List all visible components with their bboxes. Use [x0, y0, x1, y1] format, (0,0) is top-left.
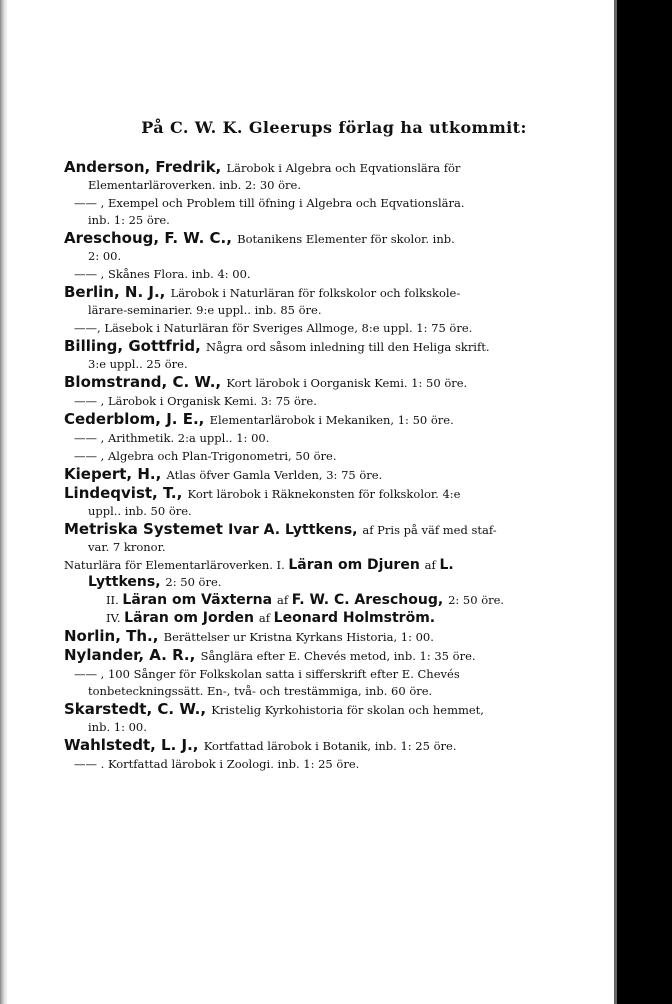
catalog-entry	[64, 230, 584, 265]
entry-text: Kortfattad lärobok i Botanik, inb. 1: 25 öre.	[203, 739, 457, 753]
entry-line	[64, 374, 584, 392]
entry-text: Kort lärobok i Oorganisk Kemi. 1: 50 öre.	[226, 376, 468, 390]
advertisement-page	[64, 118, 584, 774]
entry-continuation	[64, 248, 584, 265]
entry-line	[64, 592, 584, 609]
author-name: Skarstedt, C. W.,	[64, 700, 212, 718]
catalog-entry	[64, 647, 584, 665]
ditto-dash: —— ,	[74, 267, 108, 281]
entry-text: Kort lärobok i Räknekonsten för folkskolor. 4:e	[187, 487, 461, 501]
entry-continuation	[64, 356, 584, 373]
author-name: Metriska Systemet	[64, 520, 229, 538]
catalog-entry	[64, 284, 584, 319]
entry-text: Sånglära efter E. Chevés metod, inb. 1: 35 öre.	[200, 649, 476, 663]
author-name: Wahlstedt, L. J.,	[64, 736, 204, 754]
ditto-dash: —— ,	[74, 394, 108, 408]
author-bold: Leonard Holmström.	[273, 610, 436, 626]
entry-text: Algebra och Plan-Trigonometri, 50 öre.	[107, 449, 337, 463]
catalog-entry	[64, 756, 584, 773]
author-name: Norlin, Th.,	[64, 627, 164, 645]
page-left-edge	[0, 0, 8, 1004]
entry-continuation	[64, 503, 584, 520]
entry-line	[64, 737, 584, 755]
catalog-entry	[64, 610, 584, 627]
entry-continuation	[64, 212, 584, 229]
connector-word: af	[276, 593, 292, 607]
entry-continuation	[64, 574, 584, 591]
entry-line	[64, 320, 584, 337]
entry-text: Lärobok i Naturläran för folkskolor och folkskole-	[170, 286, 461, 300]
continuation-text: lärare-seminarier. 9:e uppl.. inb. 85 öre.	[88, 303, 322, 317]
continuation-text: 2: 50 öre.	[165, 575, 222, 589]
title-bold: Läran om Djuren	[288, 557, 425, 573]
entry-line	[64, 159, 584, 177]
connector-word: af	[258, 611, 274, 625]
entry-line	[64, 230, 584, 248]
entry-line	[64, 430, 584, 447]
catalog-entry	[64, 320, 584, 337]
entry-text: Arithmetik. 2:a uppl.. 1: 00.	[107, 431, 270, 445]
connector-word: af	[362, 523, 378, 537]
author-name: Billing, Gottfrid,	[64, 337, 207, 355]
entry-line	[64, 666, 584, 683]
entry-text: Berättelser ur Kristna Kyrkans Historia, 1: 00.	[163, 630, 434, 644]
author-name: Cederblom, J. E.,	[64, 410, 210, 428]
volume-number: II.	[106, 593, 123, 607]
entry-text: Lärobok i Algebra och Eqvationslära för	[226, 161, 461, 175]
entry-line	[64, 610, 584, 627]
continuation-text: uppl.. inb. 50 öre.	[88, 504, 192, 518]
entry-text: Kortfattad lärobok i Zoologi. inb. 1: 25 öre.	[107, 757, 360, 771]
entry-continuation	[64, 302, 584, 319]
page-heading: På C. W. K. Gleerups förlag ha utkommit:	[141, 118, 527, 137]
entry-text: Skånes Flora. inb. 4: 00.	[107, 267, 251, 281]
entry-line	[64, 195, 584, 212]
catalog-entry	[64, 411, 584, 429]
entry-line	[64, 284, 584, 302]
author-name: Kiepert, H.,	[64, 465, 167, 483]
connector-word: af	[424, 558, 440, 572]
title-bold: Läran om Jorden	[124, 610, 259, 626]
entry-continuation	[64, 683, 584, 700]
ditto-dash: —— ,	[74, 196, 108, 210]
continuation-text: var. 7 kronor.	[88, 540, 166, 554]
ditto-dash: —— .	[74, 757, 108, 771]
continuation-text: 2: 00.	[88, 249, 122, 263]
entry-continuation	[64, 177, 584, 194]
entry-line	[64, 756, 584, 773]
entry-line	[64, 628, 584, 646]
ditto-dash: ——,	[74, 321, 105, 335]
ditto-dash: —— ,	[74, 449, 108, 463]
entry-line	[64, 557, 584, 574]
entry-line	[64, 701, 584, 719]
catalog-entry	[64, 266, 584, 283]
catalog-entry	[64, 701, 584, 736]
author-name: Lindeqvist, T.,	[64, 484, 188, 502]
catalog-entry	[64, 737, 584, 755]
catalog-entry	[64, 666, 584, 700]
entry-text: Kristelig Kyrkohistoria för skolan och hemmet,	[211, 703, 484, 717]
author-bold: F. W. C. Areschoug,	[291, 592, 449, 608]
entry-line	[64, 338, 584, 356]
catalog-entry	[64, 430, 584, 447]
catalog-entry	[64, 557, 584, 591]
catalog-entry	[64, 338, 584, 373]
entry-continuation	[64, 539, 584, 556]
catalog-entry	[64, 374, 584, 392]
entry-line	[64, 411, 584, 429]
continuation-text: 3:e uppl.. 25 öre.	[88, 357, 188, 371]
catalog-entry	[64, 628, 584, 646]
author-bold: L.	[439, 557, 454, 573]
series-label: Naturlära för Elementarläroverken. I.	[64, 558, 289, 572]
entry-line	[64, 521, 584, 539]
entry-text: Några ord såsom inledning till den Heliga skrift.	[206, 340, 490, 354]
author-name: Areschoug, F. W. C.,	[64, 229, 238, 247]
continuation-text: tonbeteckningssätt. En-, två- och trestämmiga, inb. 60 öre.	[88, 684, 433, 698]
catalog-entry	[64, 466, 584, 484]
entry-line	[64, 647, 584, 665]
catalog-entry	[64, 195, 584, 229]
author-name: Berlin, N. J.,	[64, 283, 171, 301]
catalog-entry	[64, 159, 584, 194]
entry-text: Exempel och Problem till öfning i Algebra och Eqvationslära.	[107, 196, 465, 210]
entry-line	[64, 448, 584, 465]
publication-list	[64, 159, 584, 773]
entry-text: Atlas öfver Gamla Verlden, 3: 75 öre.	[166, 468, 383, 482]
catalog-entry	[64, 393, 584, 410]
continuation-text: Elementarläroverken. inb. 2: 30 öre.	[88, 178, 301, 192]
continuation-text: inb. 1: 00.	[88, 720, 147, 734]
entry-text: Botanikens Elementer för skolor. inb.	[237, 232, 455, 246]
title-bold: Läran om Växterna	[122, 592, 277, 608]
ditto-dash: —— ,	[74, 431, 108, 445]
catalog-entry	[64, 521, 584, 556]
entry-text: Pris på väf med staf-	[377, 523, 497, 537]
entry-text: 100 Sånger för Folkskolan satta i sifferskrift efter E. Chevés	[107, 667, 460, 681]
entry-line	[64, 485, 584, 503]
author-name: Nylander, A. R.,	[64, 646, 201, 664]
page-right-edge	[614, 0, 672, 1004]
catalog-entry	[64, 485, 584, 520]
author-name: Anderson, Fredrik,	[64, 158, 227, 176]
entry-text: Lärobok i Organisk Kemi. 3: 75 öre.	[107, 394, 317, 408]
entry-line	[64, 266, 584, 283]
continuation-text: inb. 1: 25 öre.	[88, 213, 170, 227]
catalog-entry	[64, 592, 584, 609]
entry-continuation	[64, 719, 584, 736]
author-bold: Lyttkens,	[88, 574, 166, 590]
volume-number: IV.	[106, 611, 125, 625]
entry-text: Elementarlärobok i Mekaniken, 1: 50 öre.	[209, 413, 454, 427]
catalog-entry	[64, 448, 584, 465]
entry-text: 2: 50 öre.	[448, 593, 505, 607]
author-name: Blomstrand, C. W.,	[64, 373, 227, 391]
entry-line	[64, 466, 584, 484]
entry-line	[64, 393, 584, 410]
entry-text: Läsebok i Naturläran för Sveriges Allmoge, 8:e uppl. 1: 75 öre.	[104, 321, 473, 335]
ditto-dash: —— ,	[74, 667, 108, 681]
title-bold: Ivar A. Lyttkens,	[228, 522, 363, 538]
